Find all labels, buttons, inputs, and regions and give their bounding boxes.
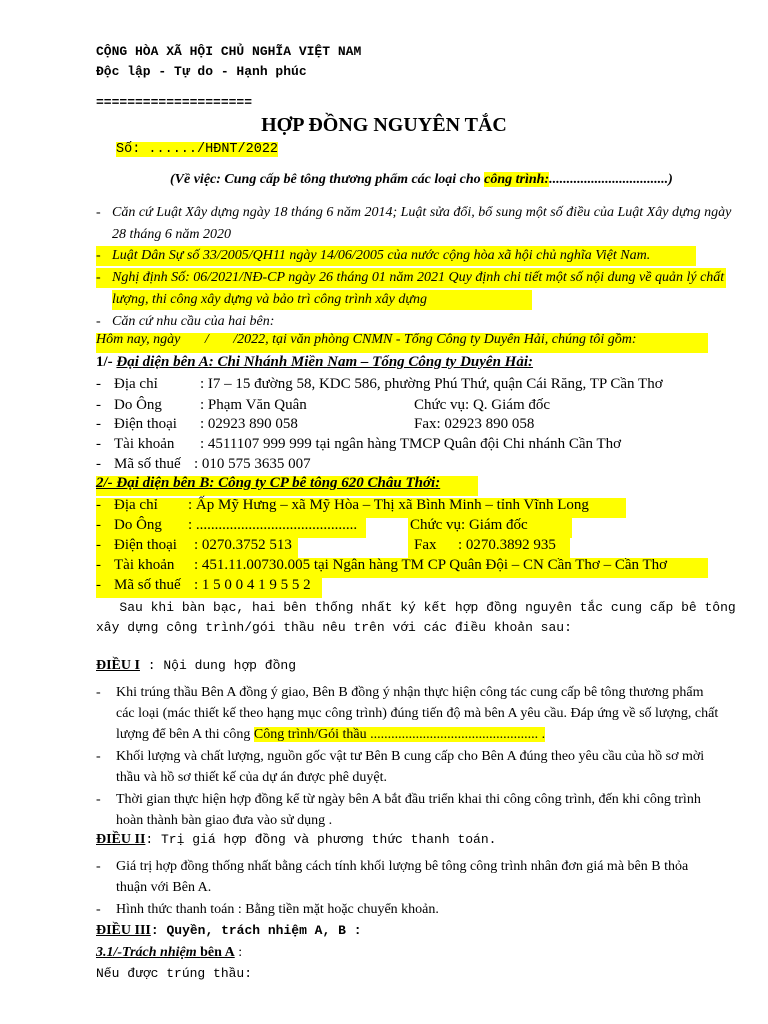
article-2-item: - Giá trị hợp đồng thống nhất bằng cách tính khối lượng bê tông công trình nhân đơn giá mà bên B thỏa thuận với Bên A. <box>96 859 689 895</box>
article-2-item: - Hình thức thanh toán : Bằng tiền mặt hoặc chuyển khoản. <box>96 902 439 917</box>
contract-number: Số: ....../HĐNT/2022 <box>116 142 279 157</box>
article-3-heading: ĐIỀU III: Quyền, trách nhiệm A, B : <box>96 923 362 938</box>
contract-page: CỘNG HÒA XÃ HỘI CHỦ NGHĨA VIỆT NAM Độc lập - Tự do - Hạnh phúc ==================== HỢP ĐỒNG NGUYÊN TẮC Số: ....../HĐNT/2022 (Về việc: Cung cấp bê tông thương phẩm các loại cho công trình:..................................) - Căn cứ Luật Xây dựng ngày 18 tháng 6 năm 2014; Luật sửa đổi, bổ sung một số điều của Luật Xây dựng ngày 28 tháng 6 năm 2020 - Luật Dân Sự số 33/2005/QH11 ngày 14/06/2005 của nước cộng hòa xã hội chủ nghĩa Việt Nam. - Nghị định Số: 06/2021/NĐ-CP ngày 26 tháng 01 năm 2021 Quy định chi tiết một số nội dung về quản lý chất lượng, thi công xây dựng và bảo trì công trình xây dựng - Căn cứ nhu cầu của hai bên: Hôm nay, ngày / /2022, tại văn phòng CNMN - Tổng Công ty Duyên Hải, chúng tôi gồm: 1/- Đại diện bên A: Chi Nhánh Miền Nam – Tổng Công ty Duyên Hải: - Địa chỉ : I7 – 15 đường 58, KDC 586, phường Phú Thứ, quận Cái Răng, TP Cần Thơ - Do Ông : Phạm Văn Quân Chức vụ: Q. Giám đốc - Điện thoại : 02923 890 058 Fax: 02923 890 058 - Tài khoản : 4511107 999 999 tại ngân hàng TMCP Quân đội Chi nhánh Cần Thơ - Mã số thuế : 010 575 3635 007 2/- Đại diện bên B: Công ty CP bê tông 620 Châu Thới: - Địa chỉ : Ấp Mỹ Hưng – xã Mỹ Hòa – Thị xã Bình Minh – tỉnh Vĩnh Long - Do Ông : ........................................... Chức vụ: Giám đốc - Điện thoại : 0270.3752 513 Fax : 0270.3892 935 - Tài khoản : 451.11.00730.005 tại Ngân hàng TM CP Quân Đội – CN Cần Thơ – Cần Thơ - Mã số thuế : 1 5 0 0 4 1 9 5 5 2 Sau khi bàn bạc, hai bên thống nhất ký kết hợp đồng nguyên tắc cung cấp bê tông xây dựng công trình/gói thầu nêu trên với các điều khoản sau: ĐIỀU I : Nội dung hợp đồng - Khi trúng thầu Bên A đồng ý giao, Bên B đồng ý nhận thực hiện công tác cung cấp bê tông thương phẩm các loại (mác thiết kế theo hạng mục công trình) đúng tiến độ mà bên A yêu cầu. Đáp ứng về số lượng, chất lượng để bên A thi công Công trình/Gói thầu ................................................ . - Khối lượng và chất lượng, nguồn gốc vật tư Bên B cung cấp cho Bên A đúng theo yêu cầu của hồ sơ mời thầu và hồ sơ thiết kế của dự án được phê duyệt. - Thời gian thực hiện hợp đồng kể từ ngày bên A bắt đầu triển khai thi công công trình, đến khi công trình hoàn thành bàn giao đưa vào sử dụng . ĐIỀU II: Trị giá hợp đồng và phương thức thanh toán. - Giá trị hợp đồng thống nhất bằng cách tính khối lượng bê tông công trình nhân đơn giá mà bên B thỏa thuận với Bên A. - Hình thức thanh toán : Bằng tiền mặt hoặc chuyển khoản. ĐIỀU III: Quyền, trách nhiệm A, B : 3.1/-Trách nhiệm bên A : Nếu được trúng thầu: <box>0 0 768 1024</box>
country-name: CỘNG HÒA XÃ HỘI CHỦ NGHĨA VIỆT NAM <box>96 44 362 59</box>
party-b-heading: 2/- Đại diện bên B: Công ty CP bê tông 620 Châu Thới: <box>96 475 441 491</box>
article-3-condition: Nếu được trúng thầu: <box>96 966 253 981</box>
national-motto: Độc lập - Tự do - Hạnh phúc <box>96 64 307 79</box>
article-1-item: - Thời gian thực hiện hợp đồng kể từ ngày bên A bắt đầu triển khai thi công công trình, đến khi công trình hoàn thành bàn giao đưa vào sử dụng . <box>96 792 701 828</box>
article-1-item: - Khối lượng và chất lượng, nguồn gốc vật tư Bên B cung cấp cho Bên A đúng theo yêu cầu của hồ sơ mời thầu và hồ sơ thiết kế của dự án được phê duyệt. <box>96 749 705 785</box>
intro-paragraph: Sau khi bàn bạc, hai bên thống nhất ký kết hợp đồng nguyên tắc cung cấp bê tông xây dựng công trình/gói thầu nêu trên với các điều khoản sau: <box>96 600 744 635</box>
contract-title: HỢP ĐỒNG NGUYÊN TẮC <box>261 114 507 136</box>
contract-subject: (Về việc: Cung cấp bê tông thương phẩm các loại cho công trình:..................................) <box>170 172 673 187</box>
article-1-item: - Khi trúng thầu Bên A đồng ý giao, Bên B đồng ý nhận thực hiện công tác cung cấp bê tông thương phẩm các loại (mác thiết kế theo hạng mục công trình) đúng tiến độ mà bên A yêu cầu. Đáp ứng về số lượng, chất lượng để bên A thi công Công trình/Gói thầu ................................................ . <box>96 685 719 742</box>
article-3-1-heading: 3.1/-Trách nhiệm bên A : <box>96 945 243 960</box>
party-a-heading: 1/- Đại diện bên A: Chi Nhánh Miền Nam – Tổng Công ty Duyên Hải: <box>96 354 534 370</box>
header-separator: ==================== <box>96 95 253 110</box>
meeting-date-line: Hôm nay, ngày / /2022, tại văn phòng CNMN - Tổng Công ty Duyên Hải, chúng tôi gồm: <box>96 332 637 347</box>
article-1-heading: ĐIỀU I : Nội dung hợp đồng <box>96 658 296 673</box>
article-2-heading: ĐIỀU II: Trị giá hợp đồng và phương thức thanh toán. <box>96 832 497 847</box>
